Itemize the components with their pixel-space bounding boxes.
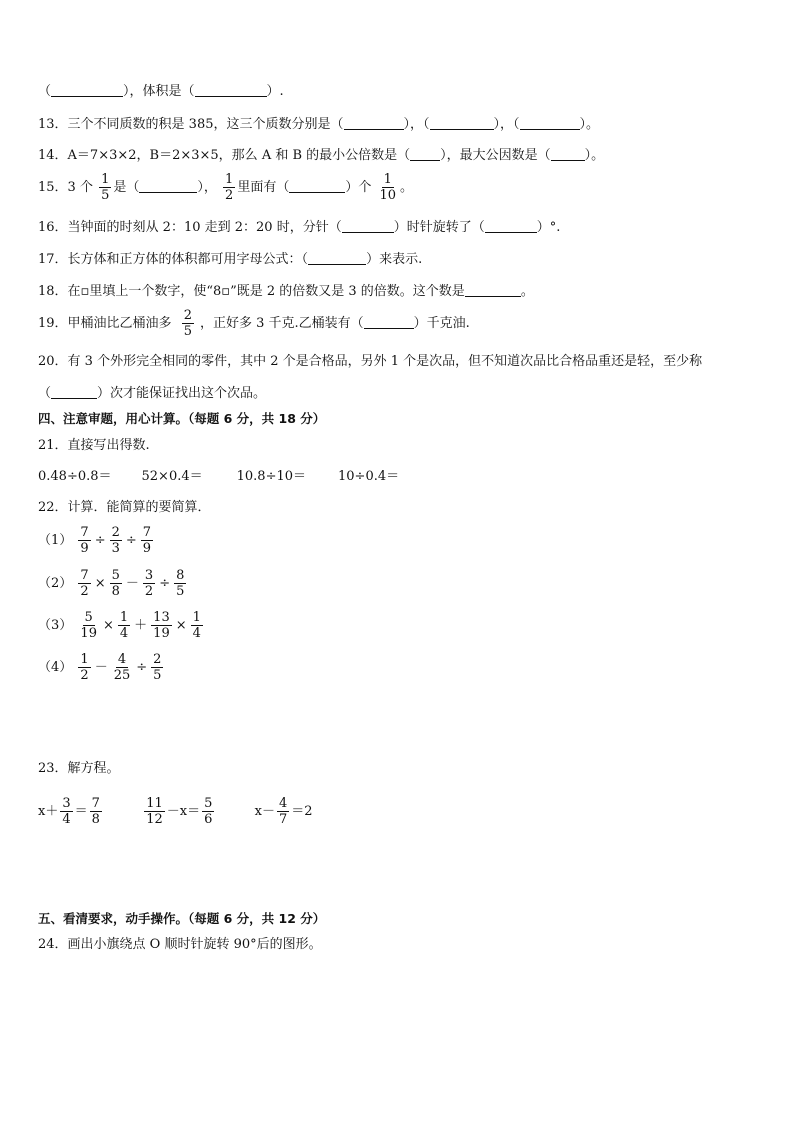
question-13: 13．三个不同质数的积是 385，这三个质数分别是（ ），（ ），（ ）。 — [38, 117, 600, 132]
fraction: $\frac{7}{9}$ — [80, 525, 89, 556]
section-5-title: 五、看清要求，动手操作。（每题 6 分，共 12 分） — [38, 911, 326, 926]
question-16: 16．当钟面的时刻从 2：10 走到 2：20 时，分针（ ）时针旋转了（ ）°. — [38, 220, 561, 235]
question-20-line2: （ ）次才能保证找出这个次品。 — [38, 386, 267, 401]
q21-item: 10.8÷10＝ — [236, 469, 307, 484]
fraction: $\frac{2}{5}$ — [153, 652, 162, 683]
answer-blank[interactable] — [51, 384, 97, 399]
fraction: $\frac{1}{5}$ — [101, 172, 110, 203]
fraction: $\frac{1}{2}$ — [80, 652, 89, 683]
fraction: $\frac{2}{5}$ — [183, 308, 192, 339]
fraction: $\frac{13}{19}$ — [153, 610, 170, 641]
fraction: $\frac{8}{5}$ — [176, 568, 185, 599]
q23-equations — [38, 796, 313, 827]
answer-blank[interactable] — [430, 115, 494, 130]
answer-blank[interactable] — [195, 82, 267, 97]
fraction: $\frac{5}{19}$ — [80, 610, 97, 641]
section-4-title: 四、注意审题，用心计算。（每题 6 分，共 18 分） — [38, 411, 326, 426]
question-17: 17．长方体和正方体的体积都可用字母公式：（ ）来表示. — [38, 252, 423, 267]
question-18: 18．在▫里填上一个数字，使“8▫”既是 2 的倍数又是 3 的倍数。这个数是 。 — [38, 284, 534, 299]
answer-blank[interactable] — [51, 82, 123, 97]
answer-blank[interactable] — [465, 282, 521, 297]
fraction: $\frac{4}{7}$ — [279, 796, 288, 827]
q21-item: 52×0.4＝ — [141, 469, 203, 484]
answer-blank[interactable] — [410, 146, 440, 161]
q12-continuation: （ ），体积是（ ）. — [38, 84, 284, 99]
question-19: 19．甲桶油比乙桶油多 $\frac{2}{5}$ ，正好多 3 千克.乙桶装有（ ）千克油. — [38, 308, 470, 339]
q21-item: 10÷0.4＝ — [338, 469, 400, 484]
equation-3: x－ $\frac{4}{7}$ ＝2 — [254, 796, 313, 827]
fraction: $\frac{5}{6}$ — [204, 796, 213, 827]
answer-blank[interactable] — [139, 178, 197, 193]
question-24: 24．画出小旗绕点 O 顺时针旋转 90°后的图形。 — [38, 937, 322, 952]
q22-part-2: （2） $\frac{7}{2}$ × $\frac{5}{8}$ － $\frac{3}{2}$ ÷ $\frac{8}{5}$ — [38, 568, 185, 599]
fraction: $\frac{1}{4}$ — [192, 610, 201, 641]
answer-blank[interactable] — [485, 218, 537, 233]
answer-blank[interactable] — [289, 178, 345, 193]
fraction: $\frac{7}{2}$ — [80, 568, 89, 599]
q21-item: 0.48÷0.8＝ — [38, 469, 112, 484]
equation-1: x＋ $\frac{3}{4}$ ＝ $\frac{7}{8}$ — [38, 796, 100, 827]
answer-blank[interactable] — [551, 146, 585, 161]
fraction: $\frac{4}{25}$ — [113, 652, 131, 683]
answer-blank[interactable] — [344, 115, 404, 130]
q22-part-4: （4） $\frac{1}{2}$ － $\frac{4}{25}$ ÷ $\frac{2}{5}$ — [38, 652, 162, 683]
answer-blank[interactable] — [364, 314, 414, 329]
answer-blank[interactable] — [520, 115, 580, 130]
question-20: 20．有 3 个外形完全相同的零件，其中 2 个是合格品，另外 1 个是次品，但不知道次品比合格品重还是轻，至少称 — [38, 354, 703, 369]
question-23: 23．解方程。 — [38, 761, 120, 776]
fraction: $\frac{5}{8}$ — [111, 568, 120, 599]
fraction: $\frac{1}{2}$ — [225, 172, 234, 203]
fraction: $\frac{1}{4}$ — [119, 610, 129, 641]
question-22: 22．计算．能简算的要简算． — [38, 500, 211, 515]
fraction: $\frac{3}{2}$ — [144, 568, 154, 599]
fraction: $\frac{1}{10}$ — [379, 172, 397, 203]
answer-blank[interactable] — [308, 250, 366, 265]
fraction: $\frac{11}{12}$ — [146, 796, 163, 827]
fraction: $\frac{7}{9}$ — [142, 525, 152, 556]
fraction: $\frac{3}{4}$ — [62, 796, 71, 827]
q21-items — [38, 468, 399, 486]
question-14: 14．A＝7×3×2，B＝2×3×5，那么 A 和 B 的最小公倍数是（ ），最大公因数是（ ）。 — [38, 148, 605, 163]
q22-part-1: （1） $\frac{7}{9}$ ÷ $\frac{2}{3}$ ÷ $\frac{7}{9}$ — [38, 525, 152, 556]
fraction: $\frac{7}{8}$ — [91, 796, 100, 827]
question-21: 21．直接写出得数. — [38, 438, 150, 453]
equation-2: $\frac{11}{12}$ －x＝ $\frac{5}{6}$ — [146, 796, 213, 827]
q22-part-3: （3） $\frac{5}{19}$ × $\frac{1}{4}$ ＋ $\frac{13}{19}$ × $\frac{1}{4}$ — [38, 610, 201, 641]
answer-blank[interactable] — [342, 218, 394, 233]
fraction: $\frac{2}{3}$ — [111, 525, 120, 556]
question-15: 15．3 个 $\frac{1}{5}$ 是（ ）， $\frac{1}{2}$ 里面有（ ）个 $\frac{1}{10}$ 。 — [38, 172, 414, 203]
